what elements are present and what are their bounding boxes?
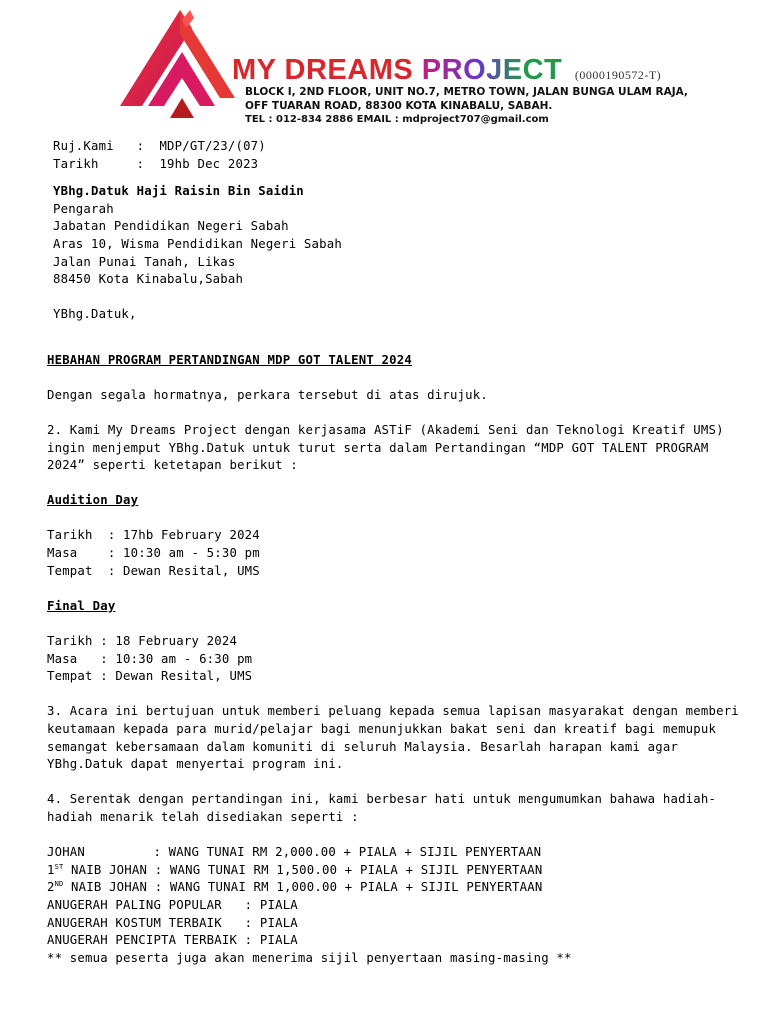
registration-number: (0000190572-T) — [574, 68, 662, 82]
letter-date: Tarikh : 19hb Dec 2023 — [53, 156, 259, 171]
company-logo-icon — [120, 10, 235, 122]
reference-number: Ruj.Kami : MDP/GT/23/(07) — [53, 139, 266, 153]
contact-line: TEL : 012-834 2886 EMAIL : mdproject707@gmail.com — [245, 114, 549, 125]
recipient-line: Jalan Punai Tanah, Likas — [53, 254, 236, 269]
letter-body — [47, 138, 737, 967]
paragraph-4-line: hadiah menarik telah disediakan seperti : — [47, 809, 359, 824]
prize-note: ** semua peserta juga akan menerima sijil penyertaan masing-masing ** — [47, 950, 572, 965]
paragraph-1: Dengan segala hormatnya, perkara tersebut di atas dirujuk. — [47, 387, 488, 402]
address-line-2: OFF TUARAN ROAD, 88300 KOTA KINABALU, SABAH. — [245, 100, 553, 112]
paragraph-3-line: keutamaan kepada para murid/pelajar bagi menunjukkan bakat seni dan kreatif bagi memupuk — [47, 722, 717, 736]
prize-naib-johan-1 — [47, 862, 737, 880]
audition-detail: Masa : 10:30 am - 5:30 pm — [47, 546, 260, 561]
paragraph-3-line: semangat kebersamaan dalam komuniti di seluruh Malaysia. Besarlah harapan kami agar — [47, 739, 679, 754]
recipient-line: Jabatan Pendidikan Negeri Sabah — [53, 219, 289, 234]
final-detail: Masa : 10:30 am - 6:30 pm — [47, 651, 253, 666]
prize-detail: NAIB JOHAN : WANG TUNAI RM 1,500.00 + PIALA + SIJIL PENYERTAAN — [63, 862, 543, 877]
company-name — [232, 54, 661, 87]
letterhead — [120, 10, 688, 125]
paragraph-3-line: 3. Acara ini bertujuan untuk memberi peluang kepada semua lapisan masyarakat dengan memberi — [47, 704, 739, 719]
paragraph-2-line: 2024” seperti ketetapan berikut : — [47, 458, 298, 473]
audition-detail: Tarikh : 17hb February 2024 — [47, 528, 260, 543]
salutation: YBhg.Datuk, — [53, 307, 137, 322]
prize-rank: 1 — [47, 862, 55, 877]
prize-rank-suffix: ND — [54, 880, 64, 889]
company-name-part1: MY DREAMS — [232, 54, 414, 86]
audition-detail: Tempat : Dewan Resital, UMS — [47, 563, 260, 578]
prize-johan: JOHAN : WANG TUNAI RM 2,000.00 + PIALA + SIJIL PENYERTAAN — [47, 845, 542, 860]
prize-kostum: ANUGERAH KOSTUM TERBAIK : PIALA — [47, 915, 298, 930]
paragraph-3-line: YBhg.Datuk dapat menyertai program ini. — [47, 757, 344, 772]
final-detail: Tarikh : 18 February 2024 — [47, 634, 238, 649]
final-detail: Tempat : Dewan Resital, UMS — [47, 669, 253, 684]
paragraph-4-line: 4. Serentak dengan pertandingan ini, kami berbesar hati untuk mengumumkan bahawa hadiah- — [47, 792, 717, 807]
recipient-line: 88450 Kota Kinabalu,Sabah — [53, 272, 244, 287]
prize-rank-suffix: ST — [54, 862, 64, 871]
recipient-name: YBhg.Datuk Haji Raisin Bin Saidin — [53, 184, 304, 199]
company-name-part2: PROJE — [421, 54, 523, 86]
subject-heading: HEBAHAN PROGRAM PERTANDINGAN MDP GOT TALENT 2024 — [47, 352, 412, 367]
recipient-line: Aras 10, Wisma Pendidikan Negeri Sabah — [53, 236, 342, 251]
prize-popular: ANUGERAH PALING POPULAR : PIALA — [47, 897, 298, 912]
prize-pencipta: ANUGERAH PENCIPTA TERBAIK : PIALA — [47, 933, 298, 948]
paragraph-2-line: ingin menjemput YBhg.Datuk untuk turut serta dalam Pertandingan “MDP GOT TALENT PROGRAM — [47, 440, 709, 455]
recipient-line: Pengarah — [53, 201, 114, 216]
final-heading: Final Day — [47, 598, 116, 613]
paragraph-2-line: 2. Kami My Dreams Project dengan kerjasama ASTiF (Akademi Seni dan Teknologi Kreatif UMS) — [47, 422, 724, 437]
prize-detail: NAIB JOHAN : WANG TUNAI RM 1,000.00 + PIALA + SIJIL PENYERTAAN — [63, 880, 543, 895]
company-name-part3: CT — [522, 54, 563, 86]
prize-naib-johan-2 — [47, 879, 737, 897]
address-line-1: BLOCK I, 2ND FLOOR, UNIT NO.7, METRO TOWN, JALAN BUNGA ULAM RAJA, — [245, 86, 688, 98]
prize-rank: 2 — [47, 880, 55, 895]
audition-heading: Audition Day — [47, 493, 139, 508]
